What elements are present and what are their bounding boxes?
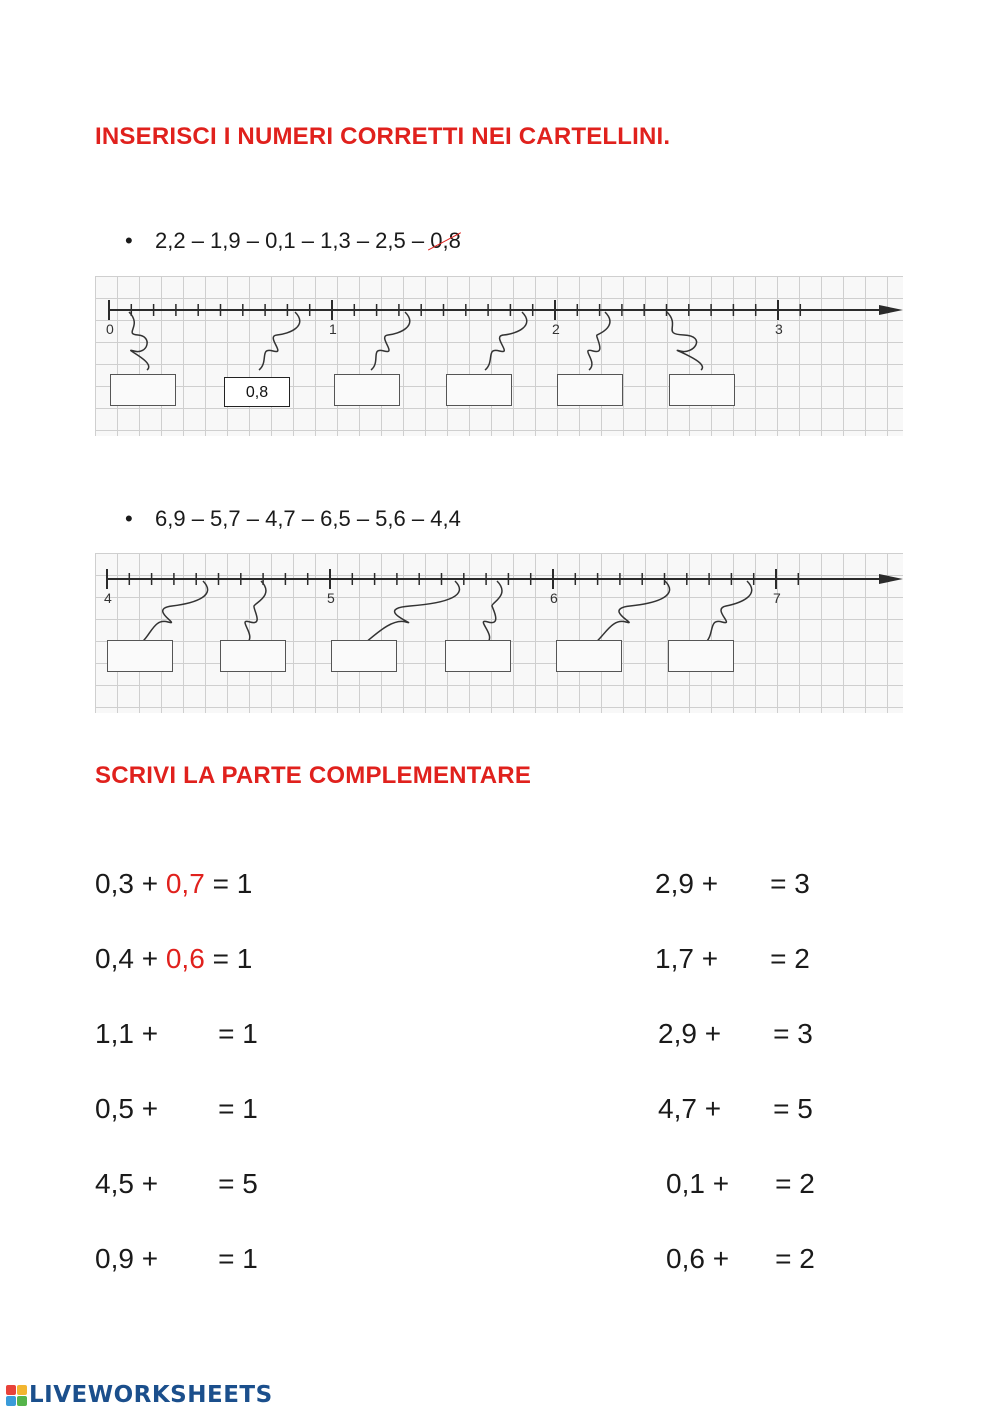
answer-card[interactable] — [334, 374, 400, 406]
equation-right-6: 0,6 + = 2 — [666, 1243, 815, 1274]
logo-text: LIVEWORKSHEETS — [29, 1382, 273, 1408]
wavy-connector — [705, 581, 752, 643]
equation-right-2: 1,7 + = 2 — [655, 943, 810, 974]
logo-square — [17, 1385, 27, 1395]
answer-card[interactable] — [668, 640, 734, 672]
equation-right-3: 2,9 + = 3 — [658, 1018, 813, 1049]
answer-field[interactable]: 0,6 — [165, 943, 205, 974]
equation-left-1: 0,3 + 0,7 = 1 — [95, 868, 253, 899]
section-title-inserisci: INSERISCI I NUMERI CORRETTI NEI CARTELLINI. — [95, 123, 671, 150]
liveworksheets-logo[interactable] — [6, 1380, 273, 1410]
wavy-connector — [245, 581, 266, 643]
axis-label: 3 — [775, 321, 783, 337]
crossed-number: 0,8 — [430, 228, 461, 253]
equation-left-2: 0,4 + 0,6 = 1 — [95, 943, 253, 974]
answer-card[interactable] — [107, 640, 173, 672]
axis-label: 0 — [106, 321, 114, 337]
axis-arrow — [879, 574, 903, 584]
axis-arrow — [879, 305, 903, 315]
wavy-connector — [129, 312, 149, 370]
number-line-4-7 — [95, 553, 903, 713]
axis-label: 6 — [550, 590, 558, 606]
logo-square — [6, 1396, 16, 1406]
number-list-1: • 2,2 – 1,9 – 0,1 – 1,3 – 2,5 – 0,8 — [125, 228, 461, 253]
answer-card[interactable]: 0,8 — [224, 377, 290, 407]
equation-right-1: 2,9 + = 3 — [655, 868, 810, 899]
answer-card[interactable] — [220, 640, 286, 672]
answer-card[interactable] — [110, 374, 176, 406]
equation-left-5: 4,5 + = 5 — [95, 1168, 258, 1199]
answer-card[interactable] — [445, 640, 511, 672]
answer-field[interactable]: 0,7 — [165, 868, 205, 899]
answer-card[interactable] — [556, 640, 622, 672]
wavy-connector — [371, 312, 410, 370]
logo-square — [6, 1385, 16, 1395]
number-list-2: • 6,9 – 5,7 – 4,7 – 6,5 – 5,6 – 4,4 — [125, 506, 461, 531]
axis-label: 7 — [773, 590, 781, 606]
logo-square — [17, 1396, 27, 1406]
number-line-svg — [95, 276, 903, 436]
answer-card[interactable] — [669, 374, 735, 406]
axis-label: 2 — [552, 321, 560, 337]
axis-label: 5 — [327, 590, 335, 606]
answer-card[interactable] — [331, 640, 397, 672]
number-list-1-text: 2,2 – 1,9 – 0,1 – 1,3 – 2,5 – — [155, 228, 431, 253]
number-list-2-text: 6,9 – 5,7 – 4,7 – 6,5 – 5,6 – 4,4 — [155, 506, 461, 531]
number-line-0-3 — [95, 276, 903, 436]
answer-card[interactable] — [557, 374, 623, 406]
equation-left-6: 0,9 + = 1 — [95, 1243, 258, 1274]
wavy-connector — [259, 312, 300, 370]
liveworksheets-logo-icon — [6, 1385, 27, 1406]
wavy-connector — [667, 312, 702, 370]
wavy-connector — [141, 581, 208, 643]
equation-right-4: 4,7 + = 5 — [658, 1093, 813, 1124]
equation-left-4: 0,5 + = 1 — [95, 1093, 258, 1124]
number-line-svg — [95, 553, 903, 713]
axis-label: 1 — [329, 321, 337, 337]
answer-card[interactable] — [446, 374, 512, 406]
wavy-connector — [483, 581, 502, 643]
equation-right-5: 0,1 + = 2 — [666, 1168, 815, 1199]
axis-label: 4 — [104, 590, 112, 606]
wavy-connector — [365, 581, 459, 643]
equation-left-3: 1,1 + = 1 — [95, 1018, 258, 1049]
wavy-connector — [485, 312, 527, 370]
wavy-connector — [588, 312, 610, 370]
section-title-complementare: SCRIVI LA PARTE COMPLEMENTARE — [95, 762, 532, 789]
wavy-connector — [595, 581, 670, 643]
